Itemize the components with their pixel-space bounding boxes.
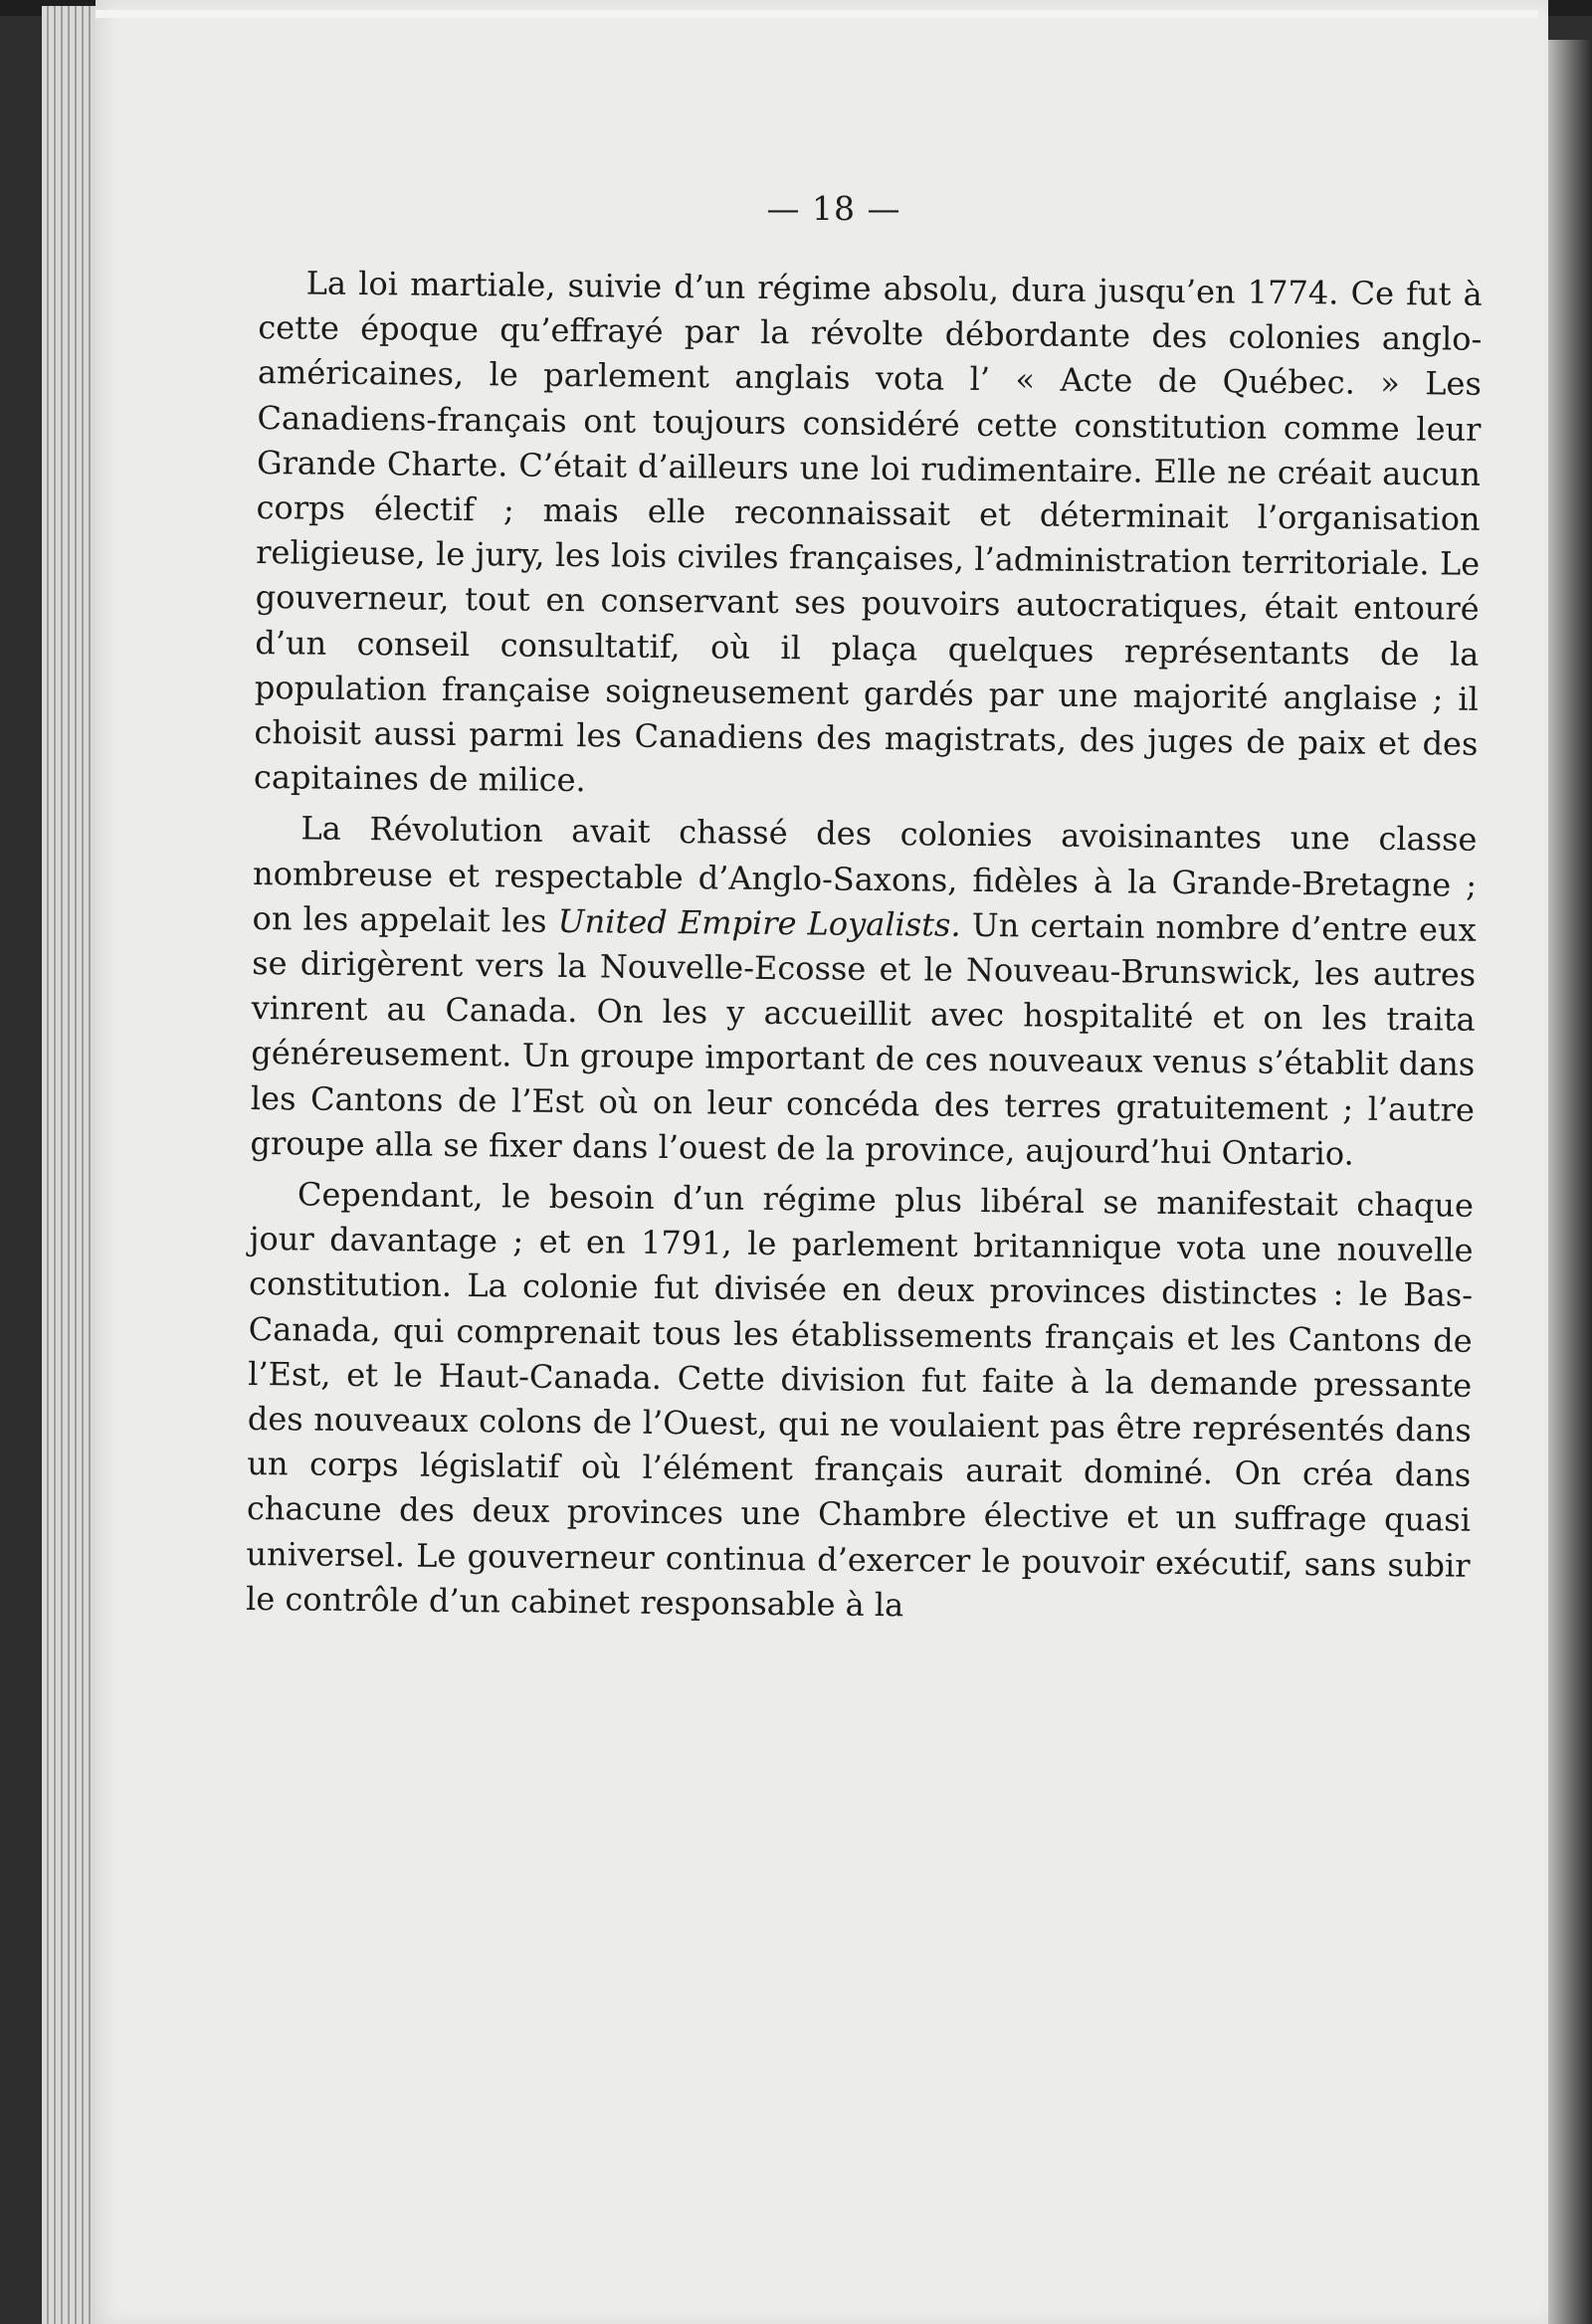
paragraph-2-start: La Révolution avait chassé des colonies avoisinantes une classe nombreuse et respectable d’Anglo-Saxons, fidèles à la Grande-Bretagne ; on les appelait les [252,809,1478,940]
paragraph-1: La loi martiale, suivie d’un régime absolu, dura jusqu’en 1774. Ce fut à cette époque qu’effrayé par la révolte débordante des colonies anglo-américaines, le parlement anglais vota l’ « Acte de Québec. » Les Canadiens-français ont toujours considéré cette constitution comme leur Grande Charte. C’était d’ailleurs une loi rudimentaire. Elle ne créait aucun corps électif ; mais elle reconnaissait et déterminait l’organisation religieuse, le jury, les lois civiles françaises, l’administration territoriale. Le gouverneur, tout en conservant ses pouvoirs autocratiques, était entouré d’un conseil consultatif, où il plaça quelques représentants de la population française soigneusement gardés par une majorité anglaise ; il choisit aussi parmi les Canadiens des magistrats, des juges de paix et des capitaines de milice. [253,264,1483,800]
page-number: — 18 — [766,189,901,228]
book-gutter-shadow [1542,40,1592,2324]
paragraph-2 [250,806,1477,1177]
body-text [246,261,1483,1640]
paragraph-3: Cependant, le besoin d’un régime plus libéral se manifestait chaque jour davantage ; et en 1791, le parlement britannique vota une nouvelle constitution. La colonie fut divisée en deux provinces distinctes : le Bas-Canada, qui comprenait tous les établissements français et les Cantons de l’Est, et le Haut-Canada. Cette division fut faite à la demande pressante des nouveaux colons de l’Ouest, qui ne voulaient pas être représentés dans un corps législatif où l’élément français aurait dominé. On créa dans chacune des deux provinces une Chambre élective et un suffrage quasi universel. Le gouverneur continua d’exercer le pouvoir exécutif, sans subir le contrôle d’un cabinet responsable à la [245,1175,1475,1625]
italic-phrase: United Empire Loyalists. [557,901,961,944]
page-top-edge [96,10,1538,18]
paragraph-2-end: Un certain nombre d’entre eux se dirigèrent vers la Nouvelle-Ecosse et le Nouveau-Brunswick, les autres vinrent au Canada. On les y accueillit avec hospitalité et on les traita généreusement. Un groupe important de ces nouveaux venus s’établit dans les Cantons de l’Est où on leur concéda des terres gratuitement ; l’autre groupe alla se fixer dans l’ouest de la province, aujourd’hui Ontario. [250,905,1477,1173]
